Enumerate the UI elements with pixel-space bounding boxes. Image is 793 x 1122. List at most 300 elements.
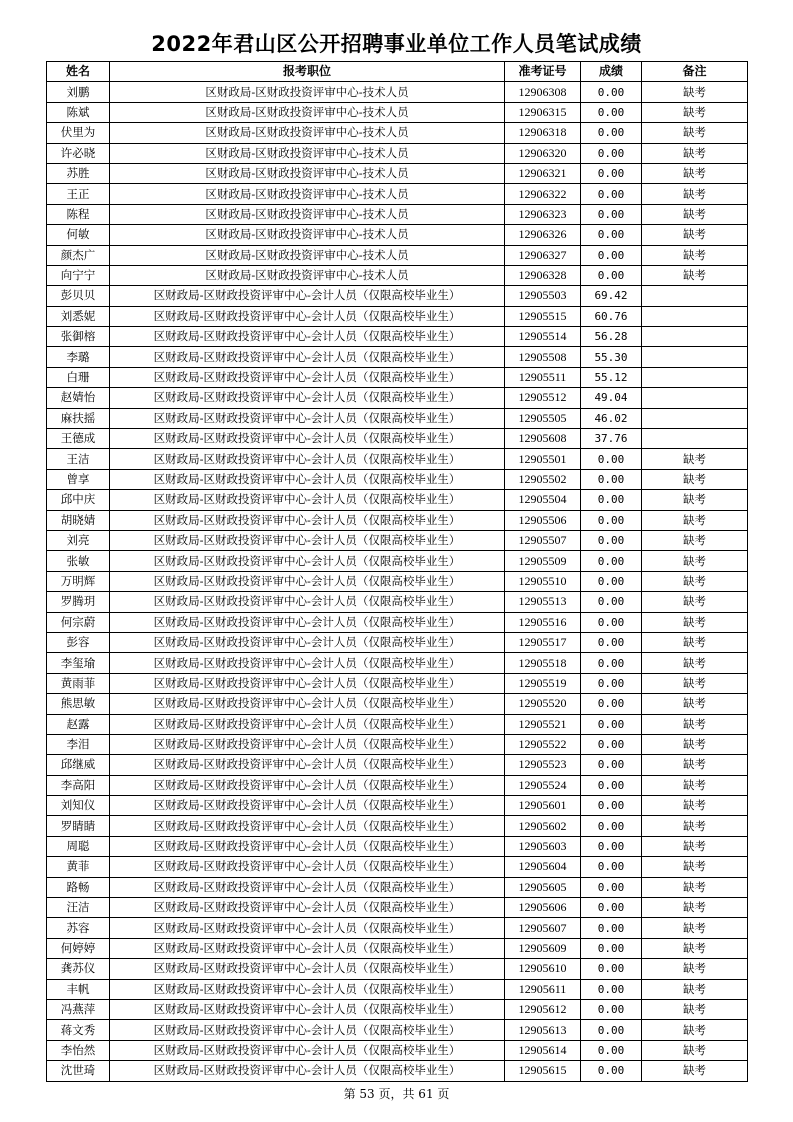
cell-note: 缺考 <box>642 918 748 938</box>
cell-note: 缺考 <box>642 123 748 143</box>
cell-score: 0.00 <box>581 979 642 999</box>
cell-name: 熊思敏 <box>47 694 110 714</box>
cell-name: 赵露 <box>47 714 110 734</box>
cell-position: 区财政局-区财政投资评审中心-会计人员（仅限高校毕业生） <box>110 1040 505 1060</box>
cell-position: 区财政局-区财政投资评审中心-会计人员（仅限高校毕业生） <box>110 898 505 918</box>
cell-position: 区财政局-区财政投资评审中心-会计人员（仅限高校毕业生） <box>110 918 505 938</box>
cell-ticket: 12905615 <box>505 1061 581 1081</box>
cell-position: 区财政局-区财政投资评审中心-技术人员 <box>110 245 505 265</box>
cell-ticket: 12905522 <box>505 734 581 754</box>
cell-score: 0.00 <box>581 1040 642 1060</box>
cell-note <box>642 347 748 367</box>
cell-position: 区财政局-区财政投资评审中心-会计人员（仅限高校毕业生） <box>110 877 505 897</box>
cell-score: 0.00 <box>581 592 642 612</box>
table-row <box>47 734 748 754</box>
cell-name: 邱继威 <box>47 755 110 775</box>
cell-position: 区财政局-区财政投资评审中心-会计人员（仅限高校毕业生） <box>110 775 505 795</box>
cell-name: 苏胜 <box>47 163 110 183</box>
cell-score: 0.00 <box>581 959 642 979</box>
cell-position: 区财政局-区财政投资评审中心-会计人员（仅限高校毕业生） <box>110 755 505 775</box>
cell-name: 向宁宁 <box>47 265 110 285</box>
cell-position: 区财政局-区财政投资评审中心-会计人员（仅限高校毕业生） <box>110 673 505 693</box>
cell-score: 0.00 <box>581 734 642 754</box>
cell-score: 49.04 <box>581 388 642 408</box>
cell-ticket: 12905607 <box>505 918 581 938</box>
table-row <box>47 347 748 367</box>
table-row <box>47 999 748 1019</box>
table-row <box>47 367 748 387</box>
cell-note: 缺考 <box>642 1020 748 1040</box>
cell-score: 56.28 <box>581 327 642 347</box>
cell-position: 区财政局-区财政投资评审中心-会计人员（仅限高校毕业生） <box>110 816 505 836</box>
cell-score: 0.00 <box>581 551 642 571</box>
cell-note: 缺考 <box>642 959 748 979</box>
table-row <box>47 530 748 550</box>
cell-ticket: 12906327 <box>505 245 581 265</box>
cell-score: 0.00 <box>581 836 642 856</box>
cell-score: 0.00 <box>581 510 642 530</box>
cell-score: 0.00 <box>581 796 642 816</box>
cell-name: 邱中庆 <box>47 490 110 510</box>
cell-note: 缺考 <box>642 836 748 856</box>
table-row <box>47 938 748 958</box>
cell-name: 王洁 <box>47 449 110 469</box>
cell-note: 缺考 <box>642 857 748 877</box>
cell-note: 缺考 <box>642 898 748 918</box>
cell-ticket: 12905612 <box>505 999 581 1019</box>
cell-name: 李璐 <box>47 347 110 367</box>
cell-score: 0.00 <box>581 102 642 122</box>
cell-ticket: 12905613 <box>505 1020 581 1040</box>
cell-position: 区财政局-区财政投资评审中心-会计人员（仅限高校毕业生） <box>110 306 505 326</box>
table-row <box>47 775 748 795</box>
cell-ticket: 12905518 <box>505 653 581 673</box>
cell-position: 区财政局-区财政投资评审中心-会计人员（仅限高校毕业生） <box>110 490 505 510</box>
table-row <box>47 204 748 224</box>
cell-position: 区财政局-区财政投资评审中心-会计人员（仅限高校毕业生） <box>110 327 505 347</box>
cell-ticket: 12905601 <box>505 796 581 816</box>
cell-note: 缺考 <box>642 755 748 775</box>
table-row <box>47 612 748 632</box>
cell-name: 王德成 <box>47 429 110 449</box>
cell-ticket: 12905521 <box>505 714 581 734</box>
cell-ticket: 12906315 <box>505 102 581 122</box>
cell-ticket: 12906323 <box>505 204 581 224</box>
cell-name: 罗腾玥 <box>47 592 110 612</box>
cell-name: 陈斌 <box>47 102 110 122</box>
table-row <box>47 449 748 469</box>
cell-score: 0.00 <box>581 1020 642 1040</box>
header-score: 成绩 <box>581 62 642 82</box>
table-row <box>47 123 748 143</box>
cell-note: 缺考 <box>642 694 748 714</box>
cell-score: 0.00 <box>581 653 642 673</box>
cell-ticket: 12905603 <box>505 836 581 856</box>
cell-position: 区财政局-区财政投资评审中心-会计人员（仅限高校毕业生） <box>110 836 505 856</box>
cell-note: 缺考 <box>642 530 748 550</box>
cell-ticket: 12905511 <box>505 367 581 387</box>
cell-ticket: 12905609 <box>505 938 581 958</box>
cell-position: 区财政局-区财政投资评审中心-会计人员（仅限高校毕业生） <box>110 592 505 612</box>
cell-ticket: 12905510 <box>505 571 581 591</box>
table-row <box>47 836 748 856</box>
cell-ticket: 12905513 <box>505 592 581 612</box>
page-footer: 第 53 页，共 61 页 <box>343 1087 450 1101</box>
cell-ticket: 12905508 <box>505 347 581 367</box>
cell-position: 区财政局-区财政投资评审中心-会计人员（仅限高校毕业生） <box>110 469 505 489</box>
cell-ticket: 12905523 <box>505 755 581 775</box>
header-ticket: 准考证号 <box>505 62 581 82</box>
cell-ticket: 12905503 <box>505 286 581 306</box>
table-row <box>47 592 748 612</box>
cell-name: 彭容 <box>47 632 110 652</box>
cell-name: 何宗蔚 <box>47 612 110 632</box>
cell-note: 缺考 <box>642 612 748 632</box>
cell-score: 37.76 <box>581 429 642 449</box>
cell-position: 区财政局-区财政投资评审中心-会计人员（仅限高校毕业生） <box>110 530 505 550</box>
cell-position: 区财政局-区财政投资评审中心-技术人员 <box>110 143 505 163</box>
cell-note: 缺考 <box>642 673 748 693</box>
cell-ticket: 12905605 <box>505 877 581 897</box>
cell-position: 区财政局-区财政投资评审中心-技术人员 <box>110 102 505 122</box>
cell-name: 冯燕萍 <box>47 999 110 1019</box>
cell-score: 0.00 <box>581 184 642 204</box>
cell-position: 区财政局-区财政投资评审中心-技术人员 <box>110 204 505 224</box>
cell-name: 王正 <box>47 184 110 204</box>
cell-position: 区财政局-区财政投资评审中心-会计人员（仅限高校毕业生） <box>110 857 505 877</box>
cell-note: 缺考 <box>642 510 748 530</box>
cell-name: 汪洁 <box>47 898 110 918</box>
cell-note <box>642 388 748 408</box>
cell-score: 55.12 <box>581 367 642 387</box>
cell-position: 区财政局-区财政投资评审中心-会计人员（仅限高校毕业生） <box>110 449 505 469</box>
cell-note: 缺考 <box>642 245 748 265</box>
cell-name: 刘亮 <box>47 530 110 550</box>
cell-score: 0.00 <box>581 877 642 897</box>
cell-note: 缺考 <box>642 632 748 652</box>
cell-score: 0.00 <box>581 123 642 143</box>
cell-score: 0.00 <box>581 469 642 489</box>
cell-note: 缺考 <box>642 184 748 204</box>
cell-note: 缺考 <box>642 265 748 285</box>
table-row <box>47 1061 748 1081</box>
cell-ticket: 12906326 <box>505 225 581 245</box>
cell-score: 0.00 <box>581 143 642 163</box>
cell-position: 区财政局-区财政投资评审中心-技术人员 <box>110 184 505 204</box>
cell-note: 缺考 <box>642 225 748 245</box>
cell-note: 缺考 <box>642 1040 748 1060</box>
cell-name: 何敏 <box>47 225 110 245</box>
cell-name: 陈程 <box>47 204 110 224</box>
cell-position: 区财政局-区财政投资评审中心-会计人员（仅限高校毕业生） <box>110 694 505 714</box>
cell-ticket: 12905608 <box>505 429 581 449</box>
table-row <box>47 490 748 510</box>
cell-score: 69.42 <box>581 286 642 306</box>
cell-ticket: 12905520 <box>505 694 581 714</box>
table-row <box>47 225 748 245</box>
cell-score: 0.00 <box>581 999 642 1019</box>
cell-name: 赵婧怡 <box>47 388 110 408</box>
cell-name: 李高阳 <box>47 775 110 795</box>
cell-note <box>642 327 748 347</box>
cell-name: 张御榕 <box>47 327 110 347</box>
cell-ticket: 12905515 <box>505 306 581 326</box>
cell-ticket: 12905501 <box>505 449 581 469</box>
cell-score: 0.00 <box>581 163 642 183</box>
page-title: 2022年君山区公开招聘事业单位工作人员笔试成绩 <box>151 32 642 56</box>
header-name: 姓名 <box>47 62 110 82</box>
cell-ticket: 12905512 <box>505 388 581 408</box>
table-row <box>47 694 748 714</box>
table-row <box>47 714 748 734</box>
cell-score: 0.00 <box>581 714 642 734</box>
cell-position: 区财政局-区财政投资评审中心-会计人员（仅限高校毕业生） <box>110 938 505 958</box>
cell-note: 缺考 <box>642 592 748 612</box>
cell-score: 0.00 <box>581 204 642 224</box>
cell-position: 区财政局-区财政投资评审中心-技术人员 <box>110 163 505 183</box>
cell-ticket: 12905514 <box>505 327 581 347</box>
cell-name: 周聪 <box>47 836 110 856</box>
table-row <box>47 388 748 408</box>
table-row <box>47 673 748 693</box>
cell-note: 缺考 <box>642 163 748 183</box>
table-row <box>47 184 748 204</box>
cell-ticket: 12905516 <box>505 612 581 632</box>
cell-position: 区财政局-区财政投资评审中心-技术人员 <box>110 225 505 245</box>
cell-position: 区财政局-区财政投资评审中心-会计人员（仅限高校毕业生） <box>110 347 505 367</box>
table-row <box>47 163 748 183</box>
cell-note: 缺考 <box>642 999 748 1019</box>
cell-ticket: 12905509 <box>505 551 581 571</box>
cell-note: 缺考 <box>642 449 748 469</box>
cell-score: 0.00 <box>581 490 642 510</box>
cell-note: 缺考 <box>642 938 748 958</box>
table-row <box>47 979 748 999</box>
table-row <box>47 898 748 918</box>
table-row <box>47 877 748 897</box>
cell-note <box>642 286 748 306</box>
cell-name: 张敏 <box>47 551 110 571</box>
cell-score: 0.00 <box>581 449 642 469</box>
cell-note: 缺考 <box>642 796 748 816</box>
cell-score: 0.00 <box>581 755 642 775</box>
cell-position: 区财政局-区财政投资评审中心-技术人员 <box>110 265 505 285</box>
cell-position: 区财政局-区财政投资评审中心-会计人员（仅限高校毕业生） <box>110 286 505 306</box>
table-row <box>47 632 748 652</box>
cell-name: 龚苏仪 <box>47 959 110 979</box>
cell-score: 0.00 <box>581 1061 642 1081</box>
cell-ticket: 12905504 <box>505 490 581 510</box>
cell-position: 区财政局-区财政投资评审中心-会计人员（仅限高校毕业生） <box>110 979 505 999</box>
table-row <box>47 469 748 489</box>
table-row <box>47 755 748 775</box>
cell-ticket: 12906320 <box>505 143 581 163</box>
table-row <box>47 245 748 265</box>
cell-score: 55.30 <box>581 347 642 367</box>
cell-position: 区财政局-区财政投资评审中心-会计人员（仅限高校毕业生） <box>110 510 505 530</box>
cell-ticket: 12906308 <box>505 82 581 102</box>
cell-ticket: 12905602 <box>505 816 581 836</box>
cell-note: 缺考 <box>642 1061 748 1081</box>
cell-note: 缺考 <box>642 979 748 999</box>
cell-name: 胡晓婧 <box>47 510 110 530</box>
cell-ticket: 12905604 <box>505 857 581 877</box>
cell-note: 缺考 <box>642 714 748 734</box>
table-row <box>47 918 748 938</box>
cell-note: 缺考 <box>642 816 748 836</box>
cell-position: 区财政局-区财政投资评审中心-会计人员（仅限高校毕业生） <box>110 796 505 816</box>
cell-score: 0.00 <box>581 918 642 938</box>
cell-name: 伏里为 <box>47 123 110 143</box>
table-body <box>47 82 748 1081</box>
table-row <box>47 408 748 428</box>
table-row <box>47 857 748 877</box>
cell-score: 0.00 <box>581 857 642 877</box>
cell-ticket: 12905524 <box>505 775 581 795</box>
table-row <box>47 1040 748 1060</box>
cell-ticket: 12905502 <box>505 469 581 489</box>
cell-name: 何婷婷 <box>47 938 110 958</box>
cell-position: 区财政局-区财政投资评审中心-会计人员（仅限高校毕业生） <box>110 999 505 1019</box>
cell-name: 刘知仪 <box>47 796 110 816</box>
cell-ticket: 12905507 <box>505 530 581 550</box>
cell-score: 0.00 <box>581 673 642 693</box>
cell-position: 区财政局-区财政投资评审中心-技术人员 <box>110 82 505 102</box>
cell-position: 区财政局-区财政投资评审中心-会计人员（仅限高校毕业生） <box>110 551 505 571</box>
cell-note <box>642 306 748 326</box>
header-row <box>47 62 748 82</box>
score-table <box>46 61 748 1082</box>
cell-ticket: 12905505 <box>505 408 581 428</box>
cell-position: 区财政局-区财政投资评审中心-会计人员（仅限高校毕业生） <box>110 408 505 428</box>
cell-name: 黄雨菲 <box>47 673 110 693</box>
table-header <box>47 62 748 82</box>
cell-note: 缺考 <box>642 102 748 122</box>
table-row <box>47 306 748 326</box>
cell-ticket: 12906328 <box>505 265 581 285</box>
cell-note: 缺考 <box>642 551 748 571</box>
cell-ticket: 12905517 <box>505 632 581 652</box>
cell-note: 缺考 <box>642 734 748 754</box>
table-row <box>47 816 748 836</box>
header-note: 备注 <box>642 62 748 82</box>
cell-ticket: 12906318 <box>505 123 581 143</box>
cell-name: 颜杰广 <box>47 245 110 265</box>
table-row <box>47 429 748 449</box>
cell-name: 曾享 <box>47 469 110 489</box>
cell-note: 缺考 <box>642 653 748 673</box>
cell-name: 白珊 <box>47 367 110 387</box>
cell-name: 罗睛睛 <box>47 816 110 836</box>
cell-name: 麻扶摇 <box>47 408 110 428</box>
cell-position: 区财政局-区财政投资评审中心-会计人员（仅限高校毕业生） <box>110 632 505 652</box>
cell-score: 0.00 <box>581 571 642 591</box>
cell-position: 区财政局-区财政投资评审中心-会计人员（仅限高校毕业生） <box>110 714 505 734</box>
cell-position: 区财政局-区财政投资评审中心-技术人员 <box>110 123 505 143</box>
cell-name: 苏容 <box>47 918 110 938</box>
table-row <box>47 653 748 673</box>
cell-position: 区财政局-区财政投资评审中心-会计人员（仅限高校毕业生） <box>110 612 505 632</box>
table-row <box>47 265 748 285</box>
cell-name: 万明辉 <box>47 571 110 591</box>
cell-note: 缺考 <box>642 571 748 591</box>
cell-name: 丰帆 <box>47 979 110 999</box>
cell-position: 区财政局-区财政投资评审中心-会计人员（仅限高校毕业生） <box>110 367 505 387</box>
table-row <box>47 796 748 816</box>
table-row <box>47 551 748 571</box>
cell-score: 46.02 <box>581 408 642 428</box>
table-row <box>47 286 748 306</box>
cell-name: 沈世琦 <box>47 1061 110 1081</box>
cell-score: 0.00 <box>581 898 642 918</box>
cell-ticket: 12905606 <box>505 898 581 918</box>
cell-name: 许必晓 <box>47 143 110 163</box>
table-row <box>47 571 748 591</box>
cell-score: 0.00 <box>581 530 642 550</box>
cell-name: 刘鹏 <box>47 82 110 102</box>
cell-ticket: 12905519 <box>505 673 581 693</box>
cell-ticket: 12906322 <box>505 184 581 204</box>
table-row <box>47 102 748 122</box>
cell-position: 区财政局-区财政投资评审中心-会计人员（仅限高校毕业生） <box>110 959 505 979</box>
table-row <box>47 959 748 979</box>
table-row <box>47 143 748 163</box>
cell-score: 0.00 <box>581 816 642 836</box>
cell-name: 黄菲 <box>47 857 110 877</box>
table-row <box>47 327 748 347</box>
cell-score: 0.00 <box>581 694 642 714</box>
cell-name: 李玺瑜 <box>47 653 110 673</box>
cell-score: 0.00 <box>581 265 642 285</box>
cell-position: 区财政局-区财政投资评审中心-会计人员（仅限高校毕业生） <box>110 1020 505 1040</box>
cell-note: 缺考 <box>642 469 748 489</box>
cell-name: 蒋文秀 <box>47 1020 110 1040</box>
cell-note: 缺考 <box>642 82 748 102</box>
cell-name: 刘悉妮 <box>47 306 110 326</box>
cell-note: 缺考 <box>642 490 748 510</box>
table-row <box>47 510 748 530</box>
cell-position: 区财政局-区财政投资评审中心-会计人员（仅限高校毕业生） <box>110 653 505 673</box>
header-position: 报考职位 <box>110 62 505 82</box>
cell-position: 区财政局-区财政投资评审中心-会计人员（仅限高校毕业生） <box>110 429 505 449</box>
cell-ticket: 12906321 <box>505 163 581 183</box>
cell-note <box>642 429 748 449</box>
cell-ticket: 12905506 <box>505 510 581 530</box>
cell-position: 区财政局-区财政投资评审中心-会计人员（仅限高校毕业生） <box>110 388 505 408</box>
cell-ticket: 12905614 <box>505 1040 581 1060</box>
cell-score: 60.76 <box>581 306 642 326</box>
cell-position: 区财政局-区财政投资评审中心-会计人员（仅限高校毕业生） <box>110 734 505 754</box>
cell-note: 缺考 <box>642 877 748 897</box>
cell-note: 缺考 <box>642 143 748 163</box>
cell-note: 缺考 <box>642 204 748 224</box>
cell-note <box>642 367 748 387</box>
cell-score: 0.00 <box>581 938 642 958</box>
cell-name: 李怡然 <box>47 1040 110 1060</box>
cell-name: 李泪 <box>47 734 110 754</box>
cell-position: 区财政局-区财政投资评审中心-会计人员（仅限高校毕业生） <box>110 571 505 591</box>
cell-score: 0.00 <box>581 775 642 795</box>
cell-score: 0.00 <box>581 632 642 652</box>
cell-score: 0.00 <box>581 82 642 102</box>
cell-note: 缺考 <box>642 775 748 795</box>
cell-score: 0.00 <box>581 612 642 632</box>
cell-name: 路畅 <box>47 877 110 897</box>
table-row <box>47 1020 748 1040</box>
cell-score: 0.00 <box>581 245 642 265</box>
cell-score: 0.00 <box>581 225 642 245</box>
cell-position: 区财政局-区财政投资评审中心-会计人员（仅限高校毕业生） <box>110 1061 505 1081</box>
